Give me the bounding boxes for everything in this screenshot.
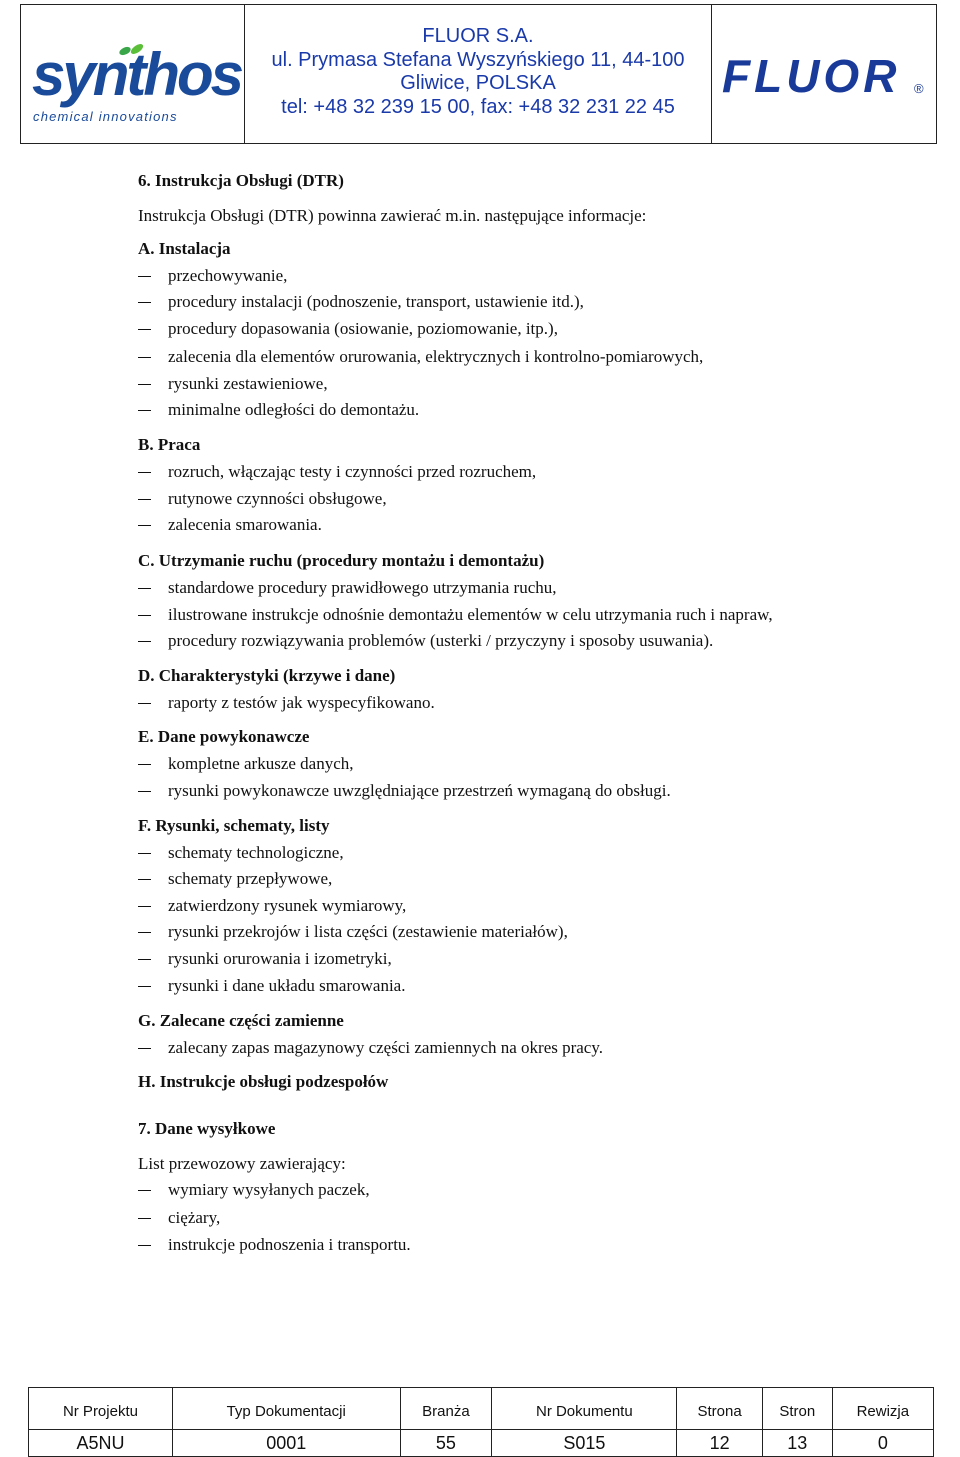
subsection-b-title: B. Praca (138, 435, 201, 454)
subsection-d-title: D. Charakterystyki (krzywe i dane) (138, 666, 396, 685)
table-cell: 0001 (172, 1430, 400, 1457)
table-cell: A5NU (29, 1430, 173, 1457)
table-header-cell: Branża (400, 1388, 492, 1430)
fluor-logo-word: FLUOR (722, 50, 901, 102)
section-6-intro: Instrukcja Obsługi (DTR) powinna zawierać m.in. następujące informacje: (138, 206, 647, 225)
table-header-cell: Typ Dokumentacji (172, 1388, 400, 1430)
subsection-f-title: F. Rysunki, schematy, listy (138, 816, 330, 835)
company-city: Gliwice, POLSKA (400, 72, 556, 94)
company-name: FLUOR S.A. (422, 25, 534, 47)
table-header-cell: Nr Dokumentu (492, 1388, 677, 1430)
section-7-intro: List przewozowy zawierający: (138, 1154, 346, 1173)
subsection-e-title: E. Dane powykonawcze (138, 727, 310, 746)
company-contact: tel: +48 32 239 15 00, fax: +48 32 231 22 45 (281, 95, 675, 118)
table-header-cell: Rewizja (832, 1388, 933, 1430)
subsection-g-title: G. Zalecane części zamienne (138, 1011, 344, 1030)
table-cell: 12 (677, 1430, 763, 1457)
registered-mark: ® (914, 81, 924, 96)
document-header (20, 4, 937, 144)
document-info-table (28, 1387, 934, 1457)
table-cell: 0 (832, 1430, 933, 1457)
table-cell: S015 (492, 1430, 677, 1457)
synthos-logo (21, 5, 245, 143)
section-7-title: 7. Dane wysyłkowe (138, 1119, 276, 1138)
fluor-logo (712, 5, 936, 143)
company-info (245, 5, 712, 143)
synthos-logo-word: synthos (32, 41, 242, 108)
company-address: ul. Prymasa Stefana Wyszyńskiego 11, 44-100 (271, 48, 685, 71)
table-header-cell: Strona (677, 1388, 763, 1430)
table-header-cell: Nr Projektu (29, 1388, 173, 1430)
synthos-logo-tagline: chemical innovations (33, 109, 178, 124)
table-header-row (29, 1388, 934, 1430)
table-header-cell: Stron (762, 1388, 832, 1430)
table-cell: 55 (400, 1430, 492, 1457)
subsection-h-title: H. Instrukcje obsługi podzespołów (138, 1072, 389, 1091)
section-6-title: 6. Instrukcja Obsługi (DTR) (138, 171, 344, 190)
subsection-a-title: A. Instalacja (138, 239, 231, 258)
table-row (29, 1430, 934, 1457)
subsection-c-title: C. Utrzymanie ruchu (procedury montażu i demontażu) (138, 551, 545, 570)
table-cell: 13 (762, 1430, 832, 1457)
